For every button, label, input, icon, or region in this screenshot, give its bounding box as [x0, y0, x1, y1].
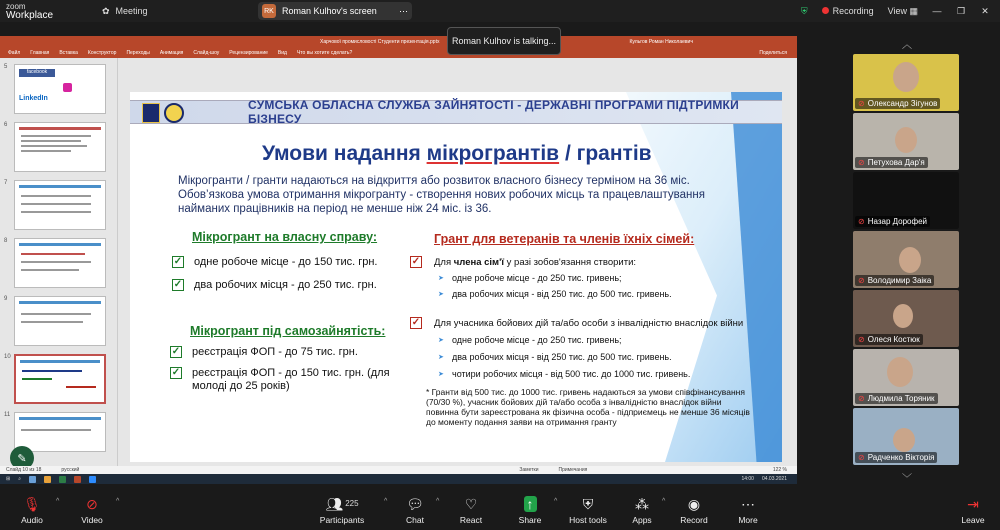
windows-taskbar	[0, 474, 797, 484]
video-options-chevron-icon[interactable]: ^	[116, 498, 120, 505]
combatant-lead: Для учасника бойових дій та/або особи з інвалідністю внаслідок війни	[434, 318, 744, 329]
host-tools-button[interactable]	[558, 490, 618, 530]
thumb-line	[21, 211, 91, 213]
thumb-number: 5	[4, 64, 8, 70]
slide-thumb-7[interactable]	[14, 180, 106, 230]
participant-face	[893, 304, 913, 328]
checkbox-icon: ✓	[173, 256, 183, 267]
meeting-toolbar	[0, 490, 1000, 530]
ppt-title-bar	[0, 36, 797, 48]
list-item: реєстрація ФОП - до 150 тис. грн. (для молоді до 25 років)	[192, 367, 390, 392]
emblem-logo	[142, 103, 160, 123]
paw-icon: ✿	[102, 5, 110, 16]
participant-name: Радченко Вікторія	[867, 453, 935, 462]
ppt-status-bar	[0, 466, 797, 474]
family-member-lead	[434, 257, 636, 268]
thumb-number: 7	[4, 180, 8, 186]
thumb-line	[21, 321, 83, 323]
ribbon-design[interactable]: Конструктор	[87, 50, 117, 56]
thumb-line	[21, 313, 91, 315]
participants-count: 225	[345, 498, 359, 508]
shield-icon: ⛨	[582, 495, 594, 512]
slide-thumb-5[interactable]	[14, 64, 106, 114]
recording-label: Recording	[832, 6, 874, 16]
more-options-icon[interactable]: ⋯	[399, 5, 408, 16]
mic-muted-icon: ⊘	[858, 158, 865, 167]
thumb-line	[21, 150, 71, 152]
footnote-text: * Гранти від 500 тис. до 1000 тис. гривень надаються за умови співфінансування (70/30 %), учасник бойових дій та/або особа з інвалідністю внаслідок війни повинна бути зареєстрована як фізична особа - підприємець не менше 36 місяців до моменту подання заяви на отримання гранту	[426, 387, 750, 427]
record-button[interactable]	[664, 490, 724, 530]
windows-start-icon[interactable]: ⊞	[6, 476, 11, 482]
participant-tile[interactable]	[853, 54, 959, 111]
lead-bold: члена сім'ї	[453, 257, 505, 268]
list-item: реєстрація ФОП - до 75 тис. грн.	[192, 346, 358, 358]
audio-options-chevron-icon[interactable]: ^	[56, 498, 60, 505]
slide-thumb-10-active[interactable]	[14, 354, 106, 404]
audio-button[interactable]	[2, 490, 62, 530]
share-button[interactable]	[500, 490, 560, 530]
heart-icon: ♡	[464, 495, 478, 512]
employment-service-logo	[164, 103, 184, 123]
zoom-logo	[0, 2, 62, 20]
title-part: / грантів	[559, 142, 652, 165]
share-arrow-icon: ↑	[524, 496, 537, 512]
ppt-workspace	[0, 58, 797, 466]
slide-thumb-9[interactable]	[14, 296, 106, 346]
thumb-bar	[19, 127, 101, 130]
title-underlined: мікрогрантів	[426, 142, 560, 165]
thumb-line	[21, 261, 91, 263]
comments-toggle[interactable]: Примечания	[558, 467, 588, 473]
taskbar-app-icon[interactable]	[44, 476, 51, 483]
active-speaker-tooltip: Roman Kulhov is talking...	[447, 27, 561, 55]
view-menu[interactable]: View ▦	[887, 5, 918, 16]
zoom-level[interactable]: 122 %	[772, 467, 787, 473]
title-part: Умови надання	[262, 142, 427, 165]
mic-muted-icon: ⊘	[858, 394, 865, 403]
slide-title	[262, 142, 652, 166]
participant-name-tag	[855, 98, 940, 109]
bullet-icon: ➤	[438, 275, 444, 282]
ribbon-animation[interactable]: Анимация	[159, 50, 184, 56]
participant-tile[interactable]	[853, 290, 959, 347]
participant-face	[893, 428, 915, 452]
thumb-line	[21, 145, 87, 147]
mic-muted-icon: 🎙︎	[23, 495, 41, 512]
video-label: Video	[81, 514, 103, 525]
participant-face	[899, 247, 921, 273]
chat-button[interactable]	[385, 490, 445, 530]
thumb-bar	[20, 360, 100, 363]
participant-tile[interactable]	[853, 113, 959, 170]
more-button[interactable]	[718, 490, 778, 530]
zoom-brand-line1: zoom	[6, 2, 26, 11]
slide-intro-text: Мікрогранти / гранти надаються на відкриття або розвиток власного бізнесу терміном на 36 міс. Обов’язкова умова отримання мікрогранту - створення нових робочих місць та працевлаштування найманих працівників на період не менше ніж 24 міс. із 36.	[178, 175, 705, 215]
taskbar-date: 04.03.2021	[761, 476, 787, 482]
participant-face	[887, 357, 913, 387]
chat-icon: 💬︎	[406, 495, 424, 512]
thumb-number: 10	[4, 354, 11, 360]
checkbox-icon: ✓	[171, 367, 181, 378]
meeting-label: Meeting	[115, 6, 148, 16]
taskbar-app-icon[interactable]	[29, 476, 36, 483]
ribbon-slideshow[interactable]: Слайд-шоу	[193, 50, 220, 56]
video-button[interactable]	[62, 490, 122, 530]
thumb-line	[66, 386, 96, 388]
recording-indicator[interactable]	[822, 6, 874, 16]
minimize-icon[interactable]: —	[932, 6, 942, 16]
record-icon: ◉	[687, 495, 701, 512]
thumb-bar	[19, 417, 101, 420]
taskbar-app-icon[interactable]	[59, 476, 66, 483]
participant-name: Олеся Костюк	[867, 335, 920, 344]
ribbon-review[interactable]: Рецензирование	[229, 50, 268, 56]
lead-text: у разі зобов'язання створити:	[504, 257, 637, 268]
scroll-down-icon[interactable]: ﹀	[902, 474, 912, 485]
list-item: одне робоче місце - до 150 тис. грн.	[194, 256, 378, 268]
thumb-number: 11	[4, 412, 11, 418]
slide-thumb-8[interactable]	[14, 238, 106, 288]
participant-face	[893, 62, 919, 92]
taskbar-time: 14:00	[741, 476, 754, 482]
top-right-controls	[801, 0, 1000, 22]
checkbox-icon: ✓	[173, 279, 183, 290]
bullet-icon: ➤	[438, 371, 444, 378]
thumb-line	[21, 269, 79, 271]
lead-text: Для	[434, 257, 454, 268]
close-icon[interactable]: ✕	[981, 5, 989, 16]
list-item: одне робоче місце - до 250 тис. гривень;	[452, 335, 622, 345]
list-item: два робочих місця - від 250 тис. до 500 тис. гривень.	[452, 289, 672, 299]
participants-button[interactable]	[312, 490, 372, 530]
thumb-bar	[19, 185, 101, 188]
view-label: View	[887, 5, 907, 16]
restore-icon[interactable]: ❐	[956, 5, 966, 16]
meeting-menu[interactable]	[102, 6, 148, 17]
participant-gallery	[853, 22, 959, 482]
chat-chevron-icon[interactable]: ^	[436, 498, 440, 505]
participant-name-tag	[855, 275, 934, 286]
mic-muted-icon: ⊘	[858, 276, 865, 285]
slide-header-text: СУМСЬКА ОБЛАСНА СЛУЖБА ЗАЙНЯТОСТІ - ДЕРЖАВНІ ПРОГРАМИ ПІДТРИМКИ БІЗНЕСУ	[248, 98, 739, 126]
zoom-brand-line2: Workplace	[6, 10, 54, 21]
apps-chevron-icon[interactable]: ^	[662, 498, 666, 505]
slide-thumb-6[interactable]	[14, 122, 106, 172]
thumb-number: 8	[4, 238, 8, 244]
chat-label: Chat	[406, 514, 424, 525]
participant-tile[interactable]	[853, 349, 959, 406]
participant-tile[interactable]	[853, 231, 959, 288]
participants-label: Participants	[319, 514, 365, 525]
shield-icon[interactable]: ⛨	[800, 5, 808, 16]
checkbox-icon: ✓	[411, 256, 421, 267]
ribbon-transitions[interactable]: Переходы	[126, 50, 150, 56]
thumb-number: 9	[4, 296, 8, 302]
ppt-user: Кульгов Роман Николаевич	[629, 39, 693, 45]
ribbon-home[interactable]: Главная	[30, 50, 50, 56]
scroll-up-icon[interactable]: ︿	[902, 40, 912, 51]
react-button[interactable]	[441, 490, 501, 530]
thumb-line	[22, 370, 82, 372]
list-item: одне робоче місце - до 250 тис. гривень;	[452, 273, 622, 283]
list-item: два робочих місця - до 250 тис. грн.	[194, 279, 377, 291]
thumb-line	[21, 135, 91, 137]
participant-name-tag	[855, 452, 937, 463]
more-label: More	[738, 514, 758, 525]
screen-share-indicator[interactable]	[258, 2, 412, 20]
ribbon-tell-me[interactable]: Что вы хотите сделать?	[296, 50, 353, 56]
bullet-icon: ➤	[438, 291, 444, 298]
thumb-line	[21, 429, 91, 431]
audio-label: Audio	[21, 514, 43, 525]
thumb-bar	[19, 301, 101, 304]
slide-header-bar	[130, 100, 782, 124]
sharer-avatar: RK	[262, 4, 276, 18]
participant-name-tag	[855, 157, 928, 168]
ppt-ribbon	[0, 48, 797, 58]
thumb-line	[22, 378, 52, 380]
participant-tile[interactable]	[853, 408, 959, 465]
share-label-btn: Share	[518, 514, 542, 525]
search-icon[interactable]: ⌕	[18, 476, 22, 482]
pencil-icon[interactable]: ✎	[10, 446, 34, 470]
participants-icon: 👥︎ 225	[325, 495, 359, 512]
more-icon: ⋯	[741, 495, 755, 512]
mic-muted-icon: ⊘	[858, 453, 865, 462]
participant-name: Петухова Дар'я	[867, 158, 925, 167]
participant-tile[interactable]	[853, 172, 959, 229]
taskbar-app-icon[interactable]	[89, 476, 96, 483]
instagram-icon	[63, 83, 72, 92]
thumb-line	[21, 253, 85, 255]
leave-label: Leave	[961, 514, 985, 525]
thumb-line	[21, 195, 91, 197]
mic-muted-icon: ⊘	[858, 335, 865, 344]
apps-button[interactable]	[612, 490, 672, 530]
apps-icon: ⁂	[635, 495, 649, 512]
notes-toggle[interactable]: Заметки	[519, 467, 539, 473]
language-indicator: русский	[61, 467, 80, 473]
taskbar-app-icon[interactable]	[74, 476, 81, 483]
mic-muted-icon: ⊘	[858, 217, 865, 226]
apps-label: Apps	[632, 514, 652, 525]
zoom-title-bar	[0, 0, 1000, 22]
microgrant-self-employment-heading: Мікрогрант під самозайнятість:	[190, 324, 386, 338]
thumb-number: 6	[4, 122, 8, 128]
ribbon-file[interactable]: Файл	[8, 50, 21, 56]
veteran-grant-heading: Грант для ветеранів та членів їхніх сімей:	[434, 232, 695, 246]
facebook-logo: facebook	[19, 69, 55, 77]
ppt-share-button[interactable]: Поделиться	[759, 50, 787, 56]
leave-button[interactable]	[946, 490, 1000, 530]
slide-counter: Слайд 10 из 18	[6, 467, 42, 473]
thumb-line	[21, 203, 91, 205]
react-label: React	[459, 514, 483, 525]
bullet-icon: ➤	[438, 337, 444, 344]
ribbon-insert[interactable]: Вставка	[59, 50, 78, 56]
shared-screen[interactable]	[0, 36, 797, 484]
participant-name: Людмила Торяник	[867, 394, 935, 403]
participant-face	[895, 127, 917, 153]
list-item: чотири робочих місця - від 500 тис. до 1000 тис. гривень.	[452, 369, 691, 379]
thumb-line	[21, 140, 81, 142]
microgrant-own-business-heading: Мікрогрант на власну справу:	[192, 230, 378, 244]
mic-muted-icon: ⊘	[858, 99, 865, 108]
participant-name-tag	[855, 393, 938, 404]
checkbox-icon: ✓	[171, 346, 181, 357]
host-tools-label: Host tools	[569, 514, 607, 525]
video-off-icon: ⊘	[86, 495, 98, 512]
slide-logos	[142, 101, 184, 125]
thumb-bar	[19, 243, 101, 246]
slide-canvas	[130, 92, 782, 462]
participant-name: Володимир Заіка	[867, 276, 932, 285]
share-label: Roman Kulhov's screen	[282, 6, 377, 16]
ribbon-view[interactable]: Вид	[277, 50, 287, 56]
share-chevron-icon[interactable]: ^	[554, 498, 558, 505]
participant-name: Олександр Зігунов	[867, 99, 938, 108]
bullet-icon: ➤	[438, 354, 444, 361]
participant-name-tag	[855, 334, 923, 345]
slide-thumbnails	[0, 58, 118, 466]
linkedin-logo: LinkedIn	[19, 95, 48, 102]
checkbox-icon: ✓	[411, 317, 421, 328]
participants-chevron-icon[interactable]: ^	[384, 498, 388, 505]
recording-dot-icon	[822, 7, 829, 14]
slide-thumb-11[interactable]	[14, 412, 106, 452]
list-item: два робочих місця - від 250 тис. до 500 тис. гривень.	[452, 352, 672, 362]
ppt-window-title: Харчової промисловості Студенти презентація.pptx	[320, 39, 440, 45]
participant-name: Назар Дорофей	[867, 217, 927, 226]
participant-name-tag	[855, 216, 930, 227]
record-label: Record	[680, 514, 708, 525]
leave-icon: ⇥	[967, 495, 979, 512]
